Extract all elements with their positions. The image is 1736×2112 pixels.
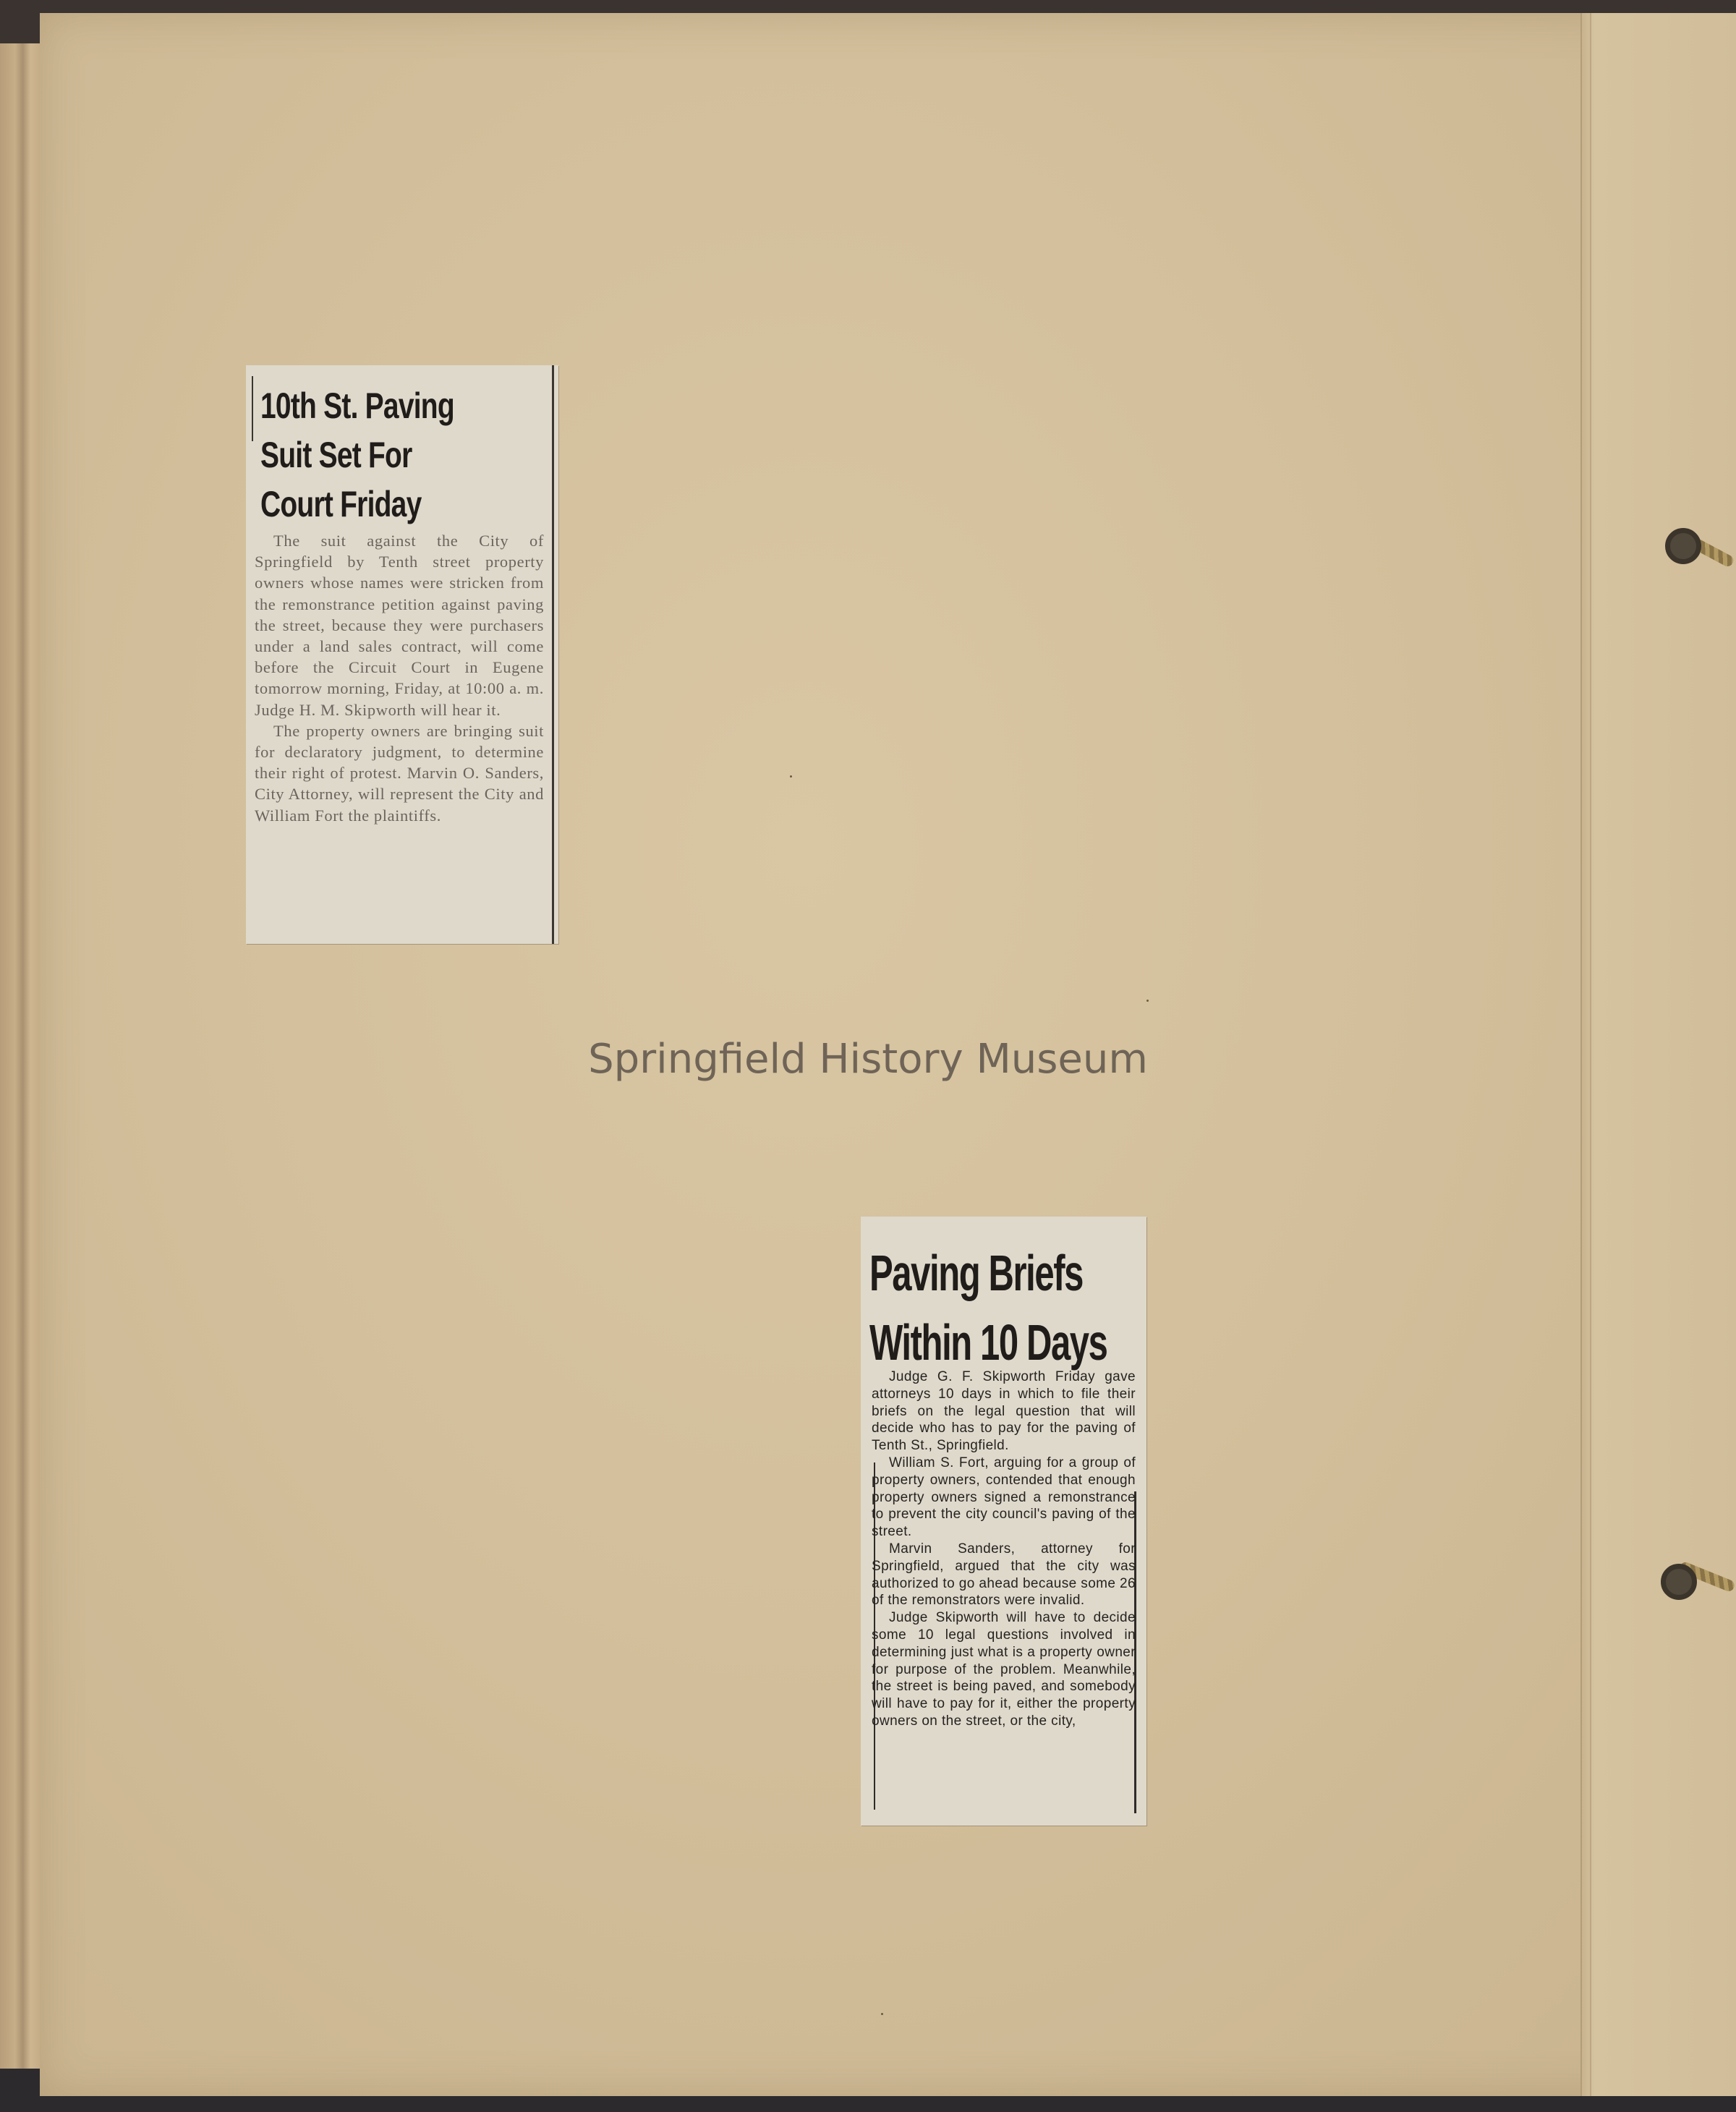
article-paragraph: Marvin Sanders, attorney for Springfield, argued that the city was authorized to go ahead because some 26 of the remonstrators were invalid. (872, 1541, 1136, 1609)
article-paragraph: Judge Skipworth will have to decide some 10 legal questions involved in determining just what is a property owner for purpose of the problem. Meanwhile, the street is being paved, and somebody will have to pay for it, either the property owners on the street, or the city, (872, 1610, 1136, 1729)
clipping-body (872, 1368, 1136, 1730)
clipping-headline (869, 1238, 1143, 1377)
binder-ring-top (1665, 528, 1701, 564)
article-paragraph: William S. Fort, arguing for a group of property owners, contended that enough property owners signed a remonstrance to prevent the city council's paving of the street. (872, 1455, 1136, 1540)
article-paragraph: Judge G. F. Skipworth Friday gave attorneys 10 days in which to file their briefs on the legal question that will decide who has to pay for the paving of Tenth St., Springfield. (872, 1369, 1136, 1454)
clipping-body (255, 530, 544, 826)
headline-line: Suit Set For (260, 435, 412, 475)
newspaper-clipping-paving-briefs (861, 1217, 1146, 1826)
headline-line: Paving Briefs (869, 1245, 1083, 1301)
column-rule (252, 376, 253, 441)
headline-line: Within 10 Days (869, 1314, 1107, 1371)
paper-speck (790, 775, 792, 778)
paper-speck (1146, 1000, 1149, 1002)
headline-line: Court Friday (260, 484, 422, 524)
article-paragraph: The property owners are bringing suit for declaratory judgment, to determine their right of protest. Marvin O. Sanders, City Attorney, will represent the City and William Fort the plaintiffs. (255, 721, 544, 825)
newspaper-clipping-tenth-street-suit (246, 365, 558, 944)
binder-ring-bottom (1661, 1564, 1697, 1600)
article-paragraph: The suit against the City of Springfield by Tenth street property owners whose names were stricken from the remonstrance petition against paving the street, because they were purchasers under a land sales contract, will come before the Circuit Court in Eugene tomorrow morning, Friday, at 10:00 a. m. Judge H. M. Skipworth will hear it. (255, 532, 544, 719)
museum-watermark: Springfield History Museum (588, 1036, 1148, 1083)
clipping-headline (260, 381, 554, 529)
paper-speck (881, 2013, 883, 2015)
headline-line: 10th St. Paving (260, 386, 454, 426)
